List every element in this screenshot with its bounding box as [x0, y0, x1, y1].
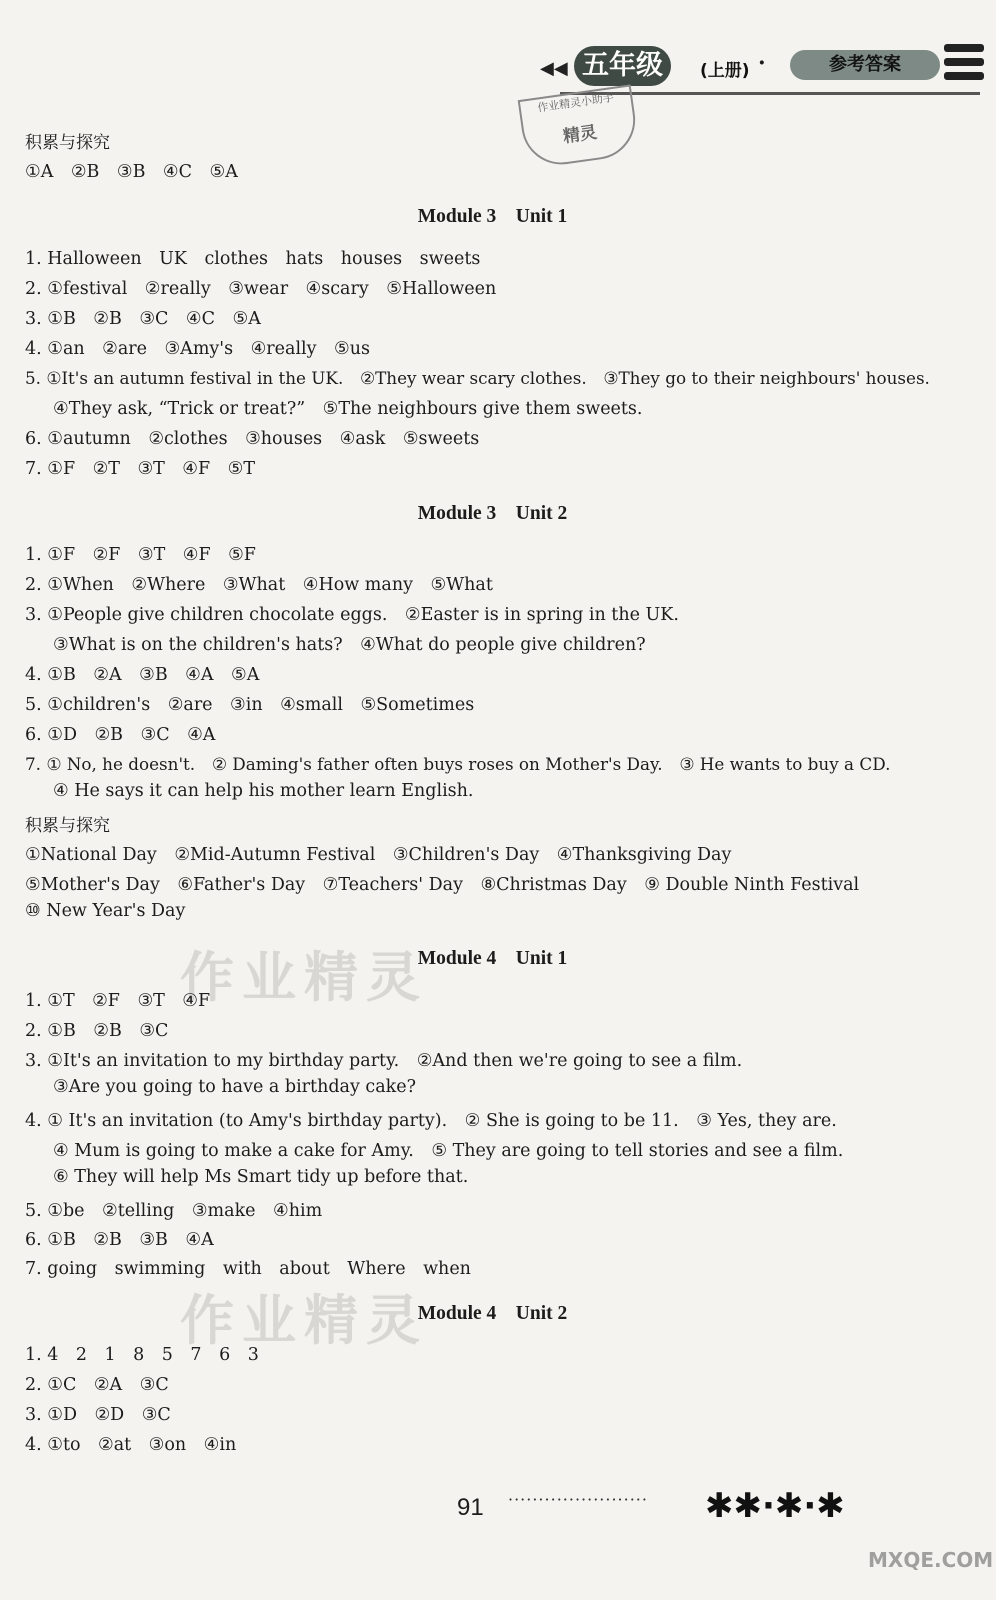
answer-line: 3. ①D ②D ③C	[25, 1405, 171, 1425]
module-heading: Module 4 Unit 2	[417, 1303, 568, 1324]
answer-line: ①National Day ②Mid-Autumn Festival ③Children's Day ④Thanksgiving Day	[25, 845, 732, 865]
module-heading: Module 3 Unit 1	[417, 206, 568, 227]
module-heading: Module 3 Unit 2	[417, 503, 568, 524]
answer-line: 6. ①D ②B ③C ④A	[25, 725, 216, 745]
answer-line: ⑩ New Year's Day	[25, 901, 186, 921]
answer-line: 7. ①F ②T ③T ④F ⑤T	[25, 459, 256, 479]
answer-line: 6. ①autumn ②clothes ③houses ④ask ⑤sweets	[25, 429, 480, 449]
volume-label: (上册)	[700, 61, 750, 81]
answer-line: 2. ①C ②A ③C	[25, 1375, 169, 1395]
watermark-text: 作业精灵	[180, 946, 428, 1009]
answer-line: 3. ①B ②B ③C ④C ⑤A	[25, 309, 261, 329]
grade-label: 五年级	[574, 46, 671, 86]
section-title: 参考答案	[790, 50, 940, 80]
answer-line: 4. ①to ②at ③on ④in	[25, 1435, 237, 1455]
answer-line: 3. ①People give children chocolate eggs. ②Easter is in spring in the UK.	[25, 605, 679, 625]
answer-line: 1. Halloween UK clothes hats houses sweets	[25, 249, 481, 269]
answer-line: 1. ①F ②F ③T ④F ⑤F	[25, 545, 256, 565]
section-label: 积累与探究	[25, 133, 110, 153]
answer-line: 2. ①B ②B ③C	[25, 1021, 169, 1041]
answer-line: 3. ①It's an invitation to my birthday party. ②And then we're going to see a film.	[25, 1051, 743, 1071]
answer-line: ③Are you going to have a birthday cake?	[53, 1077, 417, 1097]
answer-line: ④ Mum is going to make a cake for Amy. ⑤ They are going to tell stories and see a film.	[53, 1141, 844, 1161]
answer-line: ⑥ They will help Ms Smart tidy up before that.	[53, 1167, 469, 1187]
answer-line: 4. ① It's an invitation (to Amy's birthday party). ② She is going to be 11. ③ Yes, they are.	[25, 1111, 837, 1131]
stacked-bars-icon	[944, 44, 984, 88]
answer-line: 7. going swimming with about Where when	[25, 1259, 471, 1279]
stamp-caption: 作业精灵小助手	[536, 90, 615, 115]
watermark-stamp	[518, 84, 641, 169]
header-dot: ·	[758, 50, 766, 76]
double-arrow-icon: ◀◀	[540, 58, 568, 79]
answer-line: 6. ①B ②B ③B ④A	[25, 1230, 214, 1250]
answer-line: 5. ①It's an autumn festival in the UK. ②They wear scary clothes. ③They go to their neighbours' houses.	[25, 368, 930, 388]
stars-icon: ✱✱·✱·✱	[705, 1486, 845, 1526]
answer-line: 1. ①T ②F ③T ④F	[25, 991, 211, 1011]
answer-line: ⑤Mother's Day ⑥Father's Day ⑦Teachers' Day ⑧Christmas Day ⑨ Double Ninth Festival	[25, 875, 860, 895]
footer-dots: ·······················	[508, 1490, 648, 1509]
section-label: 积累与探究	[25, 816, 110, 836]
stamp-name: 精灵	[561, 122, 599, 148]
answer-line: 4. ①B ②A ③B ④A ⑤A	[25, 665, 260, 685]
answer-line: 5. ①be ②telling ③make ④him	[25, 1201, 323, 1221]
site-watermark: MXQE.COM	[868, 1548, 994, 1572]
module-heading: Module 4 Unit 1	[417, 948, 568, 969]
answer-line: 1. 4 2 1 8 5 7 6 3	[25, 1345, 259, 1365]
answer-line: 2. ①festival ②really ③wear ④scary ⑤Halloween	[25, 279, 497, 299]
answer-line: 5. ①children's ②are ③in ④small ⑤Sometimes	[25, 695, 475, 715]
answer-line: 4. ①an ②are ③Amy's ④really ⑤us	[25, 339, 370, 359]
answer-line: ④They ask, “Trick or treat?” ⑤The neighbours give them sweets.	[53, 399, 643, 419]
answer-line: ③What is on the children's hats? ④What do people give children?	[53, 635, 646, 655]
watermark-text: 作业精灵	[180, 1289, 428, 1352]
page-number: 91	[457, 1494, 484, 1521]
answer-line: ④ He says it can help his mother learn English.	[53, 781, 474, 801]
answer-line: 2. ①When ②Where ③What ④How many ⑤What	[25, 575, 493, 595]
answer-line: ①A ②B ③B ④C ⑤A	[25, 162, 238, 182]
answer-line: 7. ① No, he doesn't. ② Daming's father often buys roses on Mother's Day. ③ He wants to buy a CD.	[25, 754, 891, 774]
